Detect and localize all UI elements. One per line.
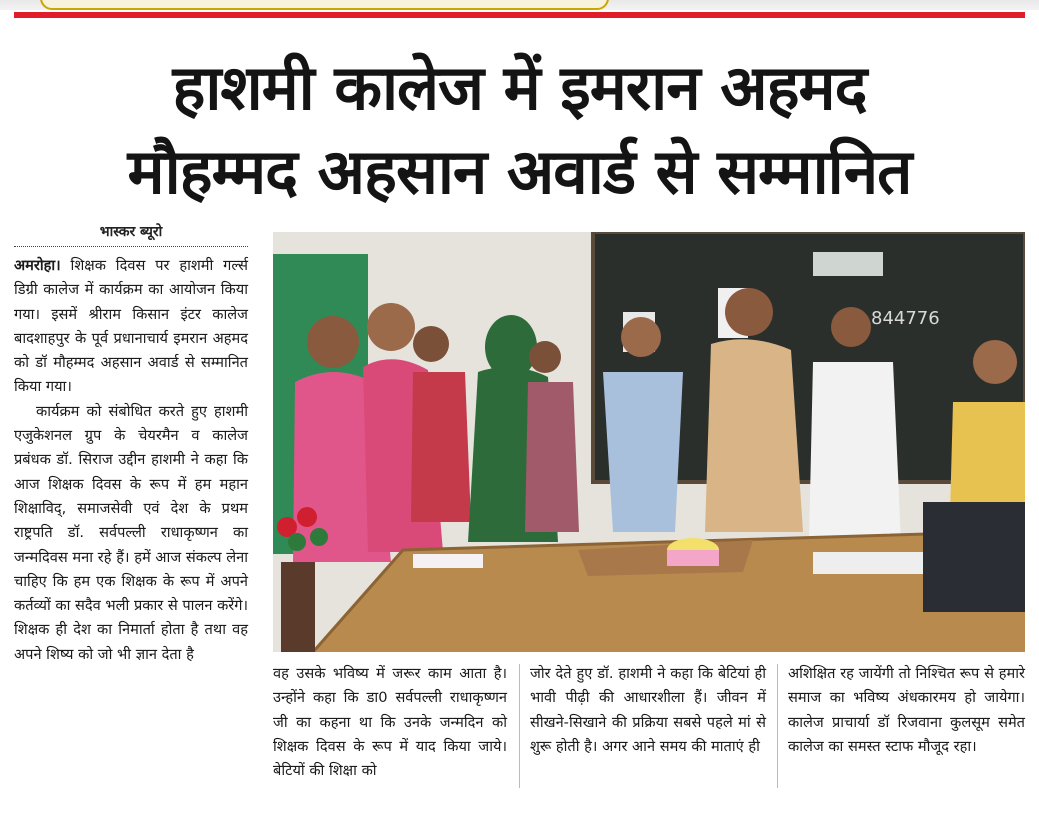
paragraph-1 <box>14 254 248 400</box>
byline: भास्कर ब्यूरो <box>99 224 163 240</box>
section-tab <box>40 0 609 10</box>
papers <box>413 554 483 568</box>
bag <box>923 502 1025 612</box>
headline-line-2: मौहम्मद अहसान अवार्ड से सम्मानित <box>127 135 912 208</box>
article-column-2: वह उसके भविष्य में जरूर काम आता है। उन्होंने कहा कि डा0 सर्वपल्ली राधाकृष्णन जी का कहना था कि उनके जन्मदिन को शिक्षक दिवस के रूप में याद किया जाये। बेटियों की शिक्षा को <box>273 665 507 780</box>
page-bottom-edge <box>0 800 1039 813</box>
column-divider <box>777 664 778 788</box>
article-column-1 <box>14 254 248 667</box>
blackboard-writing: 844776 <box>871 308 940 329</box>
paragraph-2: कार्यक्रम को संबोधित करते हुए हाशमी एजुकेशनल ग्रुप के चेयरमैन व कालेज प्रबंधक डॉ. सिराज उद्दीन हाशमी ने कहा कि आज शिक्षक दिवस के रूप में हम महान शिक्षाविद्, समाजसेवी एवं देश के प्रथम राष्ट्रपति डॉ. सर्वपल्ली राधाकृष्णन का जन्मदिवस मना रहे हैं। हमें आज संकल्प लेना चाहिए कि हम एक शिक्षक के रूप में अपने कर्तव्यों का सदैव भली प्रकार से पालन करेंगे। शिक्षक ही देश का निमार्ता होता है तथा वह अपने शिष्य को जो भी ज्ञान देता है <box>14 402 248 663</box>
column-divider <box>519 664 520 788</box>
headline-line-1: हाशमी कालेज में इमरान अहमद <box>172 51 867 124</box>
news-photo <box>273 232 1025 652</box>
article-column-3: जोर देते हुए डॉ. हाशमी ने कहा कि बेटियां ही भावी पीढ़ी की आधारशीला हैं। जीवन में सीखने-सिखाने की प्रक्रिया सबसे पहले मां से शुरू होती है। अगर आने समय की माताएं ही <box>530 665 766 755</box>
byline-divider <box>14 246 248 247</box>
headline <box>14 46 1025 214</box>
header-red-rule <box>14 12 1025 18</box>
photo-illustration <box>273 232 1025 652</box>
article-column-4: अशिक्षित रह जायेंगी तो निश्चित रूप से हमारे समाज का भविष्य अंधकारमय हो जायेगा। कालेज प्राचार्या डॉ रिजवाना कुलसूम समेत कालेज का समस्त स्टाफ मौजूद रहा। <box>788 665 1025 755</box>
paragraph-1-text: शिक्षक दिवस पर हाशमी गर्ल्स डिग्री कालेज में कार्यक्रम का आयोजन किया गया। इसमें श्रीराम किसान इंटर कालेज बादशाहपुर के पूर्व प्रधानाचार्य इमरान अहमद को डॉ मौहम्मद अहसान अवार्ड से सम्मानित किया गया। <box>14 257 248 396</box>
dateline: अमरोहा। <box>14 257 61 274</box>
